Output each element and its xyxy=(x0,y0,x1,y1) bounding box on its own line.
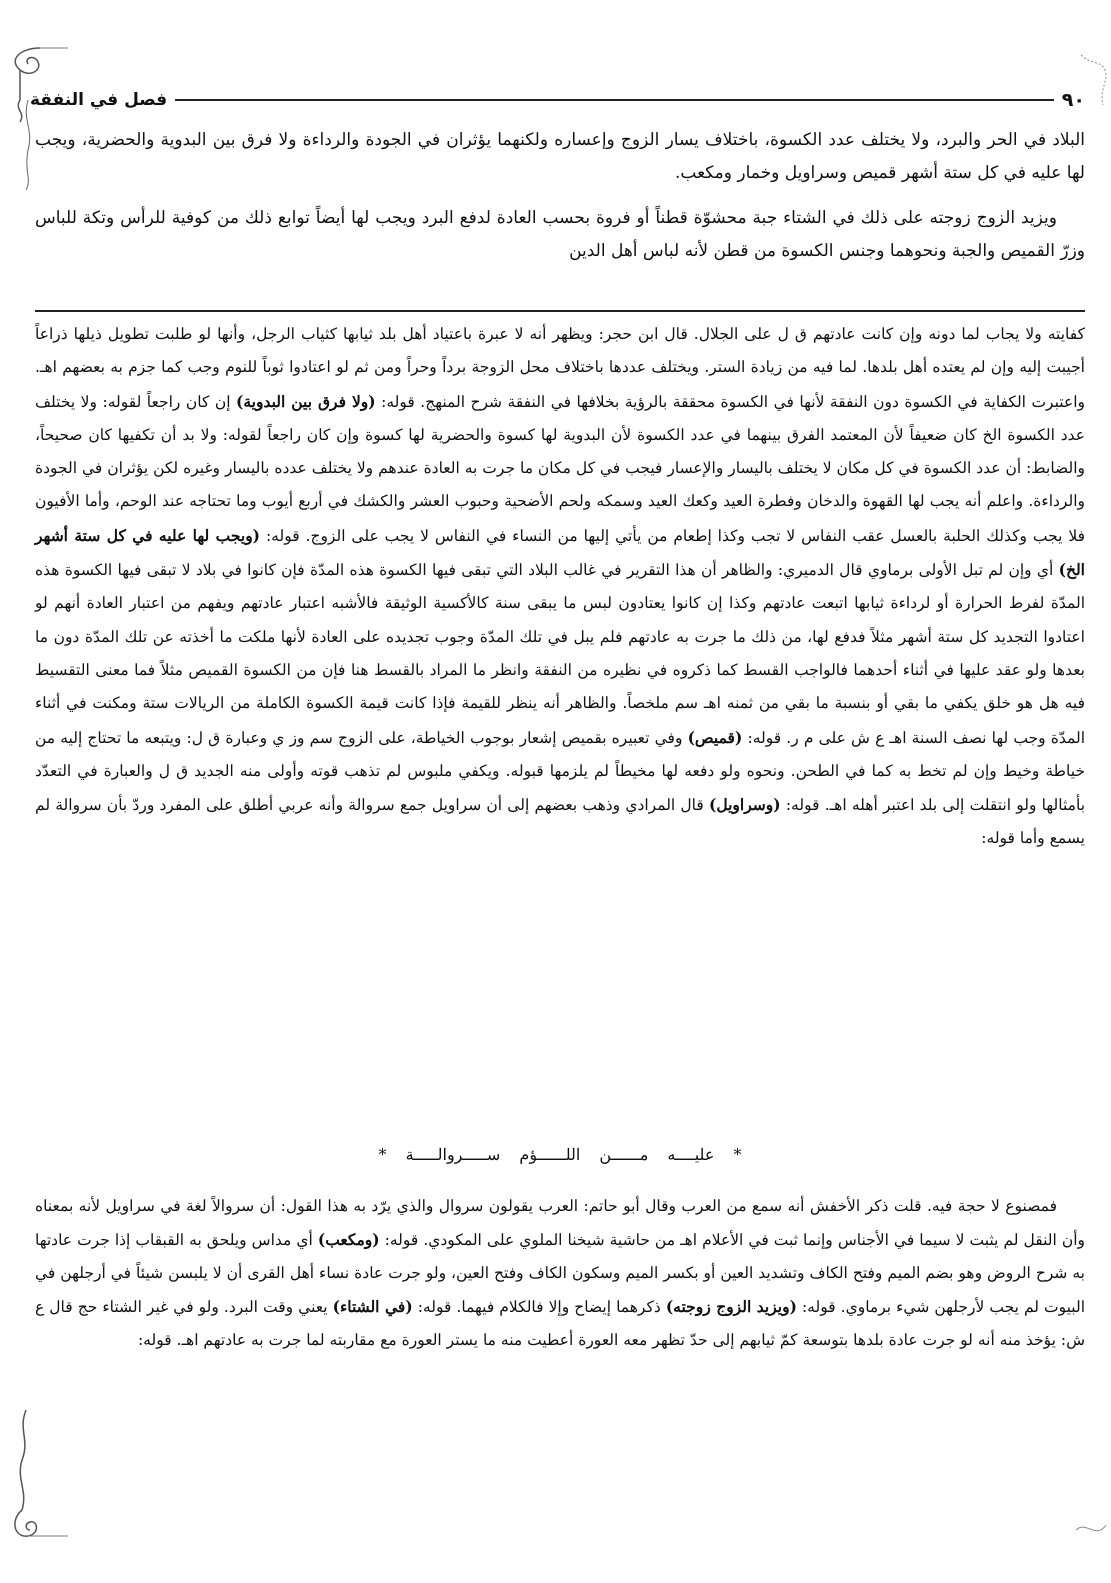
commentary-text: إن كان راجعاً لقوله: ولا يختلف عدد الكسوة الخ كان ضعيفاً لأن المعتمد الفرق بينهما في عدد الكسوة لأن البدوية لها كسوة والحضرية لها كسوة وإن كان راجعاً لقوله: ولا بد أن تكفيها كان صحيحاً، والضابط: أن عدد الكسوة في كل مكان لا يختلف باليسار والإعسار فيجب في كل مكان ما جرت به العادة عندهم ولا يختلف عدده باليسار وغيره لكن يؤثران في الجودة والرداءة. واعلم أنه يجب لها القهوة والدخان وفطرة العيد وكعك العيد وسمكه ولحم الأضحية وحبوب العشر والكشك في أربع أيوب وما تحتاجه عند الوحم، وأما الأفيون فلا يجب وكذلك الحلبة بالعسل عقب النفاس لا تجب وكذا إطعام من يأتي إليها من النساء في النفاس لا يجب على الزوج. قوله: xyxy=(35,392,1085,545)
commentary-paragraph xyxy=(35,1190,1085,1357)
decorative-border-bottom-left xyxy=(0,1400,70,1550)
commentary-text: كفايته ولا يجاب لما دونه وإن كانت عادتهم ق ل على الجلال. قال ابن حجر: ويظهر أنه لا عبرة باعتياد أهل بلد ثيابها كثياب الرجل، وأنها لو طلبت تطويل ذيلها ذراعاً أجيبت إليه وإن لم يعتده أهل بلدها. لما فيه من زيادة الستر. ويختلف عددها باختلاف محل الزوجة برداً وحراً ومن ثم لو اعتادوا ثوباً للنوم وجب كما جزم به بعضهم اهـ. واعتبرت الكفاية في الكسوة دون النفقة لأنها في الكسوة محققة بالرؤية بخلافها في النفقة شرح المنهج. قوله: xyxy=(35,325,1085,411)
commentary-text: ذكرهما إيضاح وإلا فالكلام فيهما. قوله: xyxy=(417,1298,661,1316)
quoted-phrase: (وسراويل) xyxy=(709,795,781,815)
quoted-phrase: (في الشتاء) xyxy=(332,1297,413,1316)
commentary-text: وفي تعبيره بقميص إشعار بوجوب الخياطة، على الزوج سم وز ي وعبارة ق ل: ويتبعه ما تحتاج إليه من خياطة وخيط وإن لم تخط به كما في الطحن. ونحوه ولو دفعه لها مخيطاً لم يلزمها قبوله. ويكفي ملبوس لم تذهب قوته وأولى منه الجديد ق ل والعبارة في التعدّد بأمثالها ولو انتقلت إلى بلد اعتبر أهله اهـ. قوله: xyxy=(35,728,1086,815)
quoted-phrase: (ولا فرق بين البدوية) xyxy=(236,391,376,411)
commentary-continuation xyxy=(35,1190,1085,1357)
decorative-border-bottom-right xyxy=(1071,1480,1111,1560)
main-paragraph-1: البلاد في الحر والبرد، ولا يختلف عدد الكسوة، باختلاف يسار الزوج وإعساره ولكنهما يؤثران في الجودة والرداءة ولا فرق بين البدوية والحضرية، ويجب لها عليه في كل ستة أشهر قميص وسراويل وخمار ومكعب. xyxy=(35,130,1085,183)
page-number: ٩٠ xyxy=(1061,89,1085,111)
commentary-text: أي وإن لم تبل الأولى برماوي قال الدميري: والظاهر أن هذا التقرير في غالب البلاد التي تبقى فيها الكسوة هذه المدّة فإن كانوا في بلاد لا تبقى فيها الكسوة هذه المدّة لفرط الحرارة أو لرداءة ثيابها اتبعت عادتهم وكذا إن كانوا يعتادون لبس ما يبقى سنة كالأكسية الوثيقة فالأشبه اعتبار عادتهم ويفهم من اعتبار العادة أنهم لو اعتادوا التجديد كل ستة أشهر مثلاً فدفع لها، من ذلك ما جرت به عادتهم فلم يبل في تلك المدّة وجوب تجديده على العادة لأنها ملكت ما أخذته عن تلك المدّة دون ما بعدها ولو عقد عليها في أثناء أحدهما فالواجب القسط كما ذكروه في نظيره من النفقة وانظر ما المراد بالقسط هنا فإن من الكسوة القميص مثلاً فما معنى التقسيط فيه هل هو خلق يكفي ما بقي أو بنسبة ما بقي من ثمنه اهـ سم ملخصاً. والظاهر أنه ينظر للقيمة فإذا كانت قيمة الكسوة الكاملة من الريالات ستة ومكنت في أثناء المدّة وجب لها نصف السنة اهـ ع ش على م ر. قوله: xyxy=(35,561,1086,747)
poetry-verse: * عليــــه مــــــن اللــــــؤم ســـــروالـــــة * xyxy=(378,1145,742,1164)
quoted-phrase: (ويجب لها عليه في كل ستة أشهر الخ) xyxy=(35,525,1085,580)
commentary-text: أي مداس ويلحق به القبقاب إذا جرت عادتها به شرح الروض وهو بضم الميم وفتح الكاف وتشديد العين أو بكسر الميم وسكون الكاف وفتح العين، ولو جرت عادة نساء أهل القرى أن لا يلبسن شيئاً في أرجلهن في البيوت لم يجب لأرجلهن شيء برماوي. قوله: xyxy=(35,1231,1086,1316)
quoted-phrase: (ومكعب) xyxy=(317,1230,380,1249)
commentary-text: قال المرادي وذهب بعضهم إلى أن سراويل جمع سروالة وأنه عربي أطلق على المفرد وردّ بأن سروالة لم يسمع وأما قوله: xyxy=(35,796,1085,848)
commentary-block xyxy=(35,318,1085,856)
header-rule xyxy=(175,99,1054,101)
main-paragraph-2: ويزيد الزوج زوجته على ذلك في الشتاء جبة محشوّة قطناً أو فروة بحسب العادة لدفع البرد ويجب لها أيضاً توابع ذلك من كوفية للرأس وتكة للباس وزرّ القميص والجبة ونحوهما وجنس الكسوة من قطن لأنه لباس أهل الدين xyxy=(35,208,1085,261)
main-text xyxy=(35,124,1085,280)
commentary-paragraph xyxy=(35,318,1085,856)
footnote-separator xyxy=(35,310,1085,312)
section-title: فصل في النفقة xyxy=(30,90,168,110)
quoted-phrase: (ويزيد الزوج زوجته) xyxy=(665,1297,797,1316)
running-header xyxy=(30,86,1085,114)
quoted-phrase: (قميص) xyxy=(687,727,743,747)
commentary-text: فمصنوع لا حجة فيه. قلت ذكر الأخفش أنه سمع من العرب وقال أبو حاتم: العرب يقولون سروال والذي يرّد به هذا القول: أن سروالاً لغة في سراويل لأنه بمعناه وأن النقل لم يثبت لا سيما في الأجناس وإنما ثبت في الأعلام اهـ من حاشية شيخنا الملوي على المكودي. قوله: xyxy=(35,1197,1086,1249)
commentary-text: يعني وقت البرد. ولو في غير الشتاء حج قال ع ش: يؤخذ منه أنه لو جرت عادة بلدها بتوسعة كمّ ثيابهم إلى حدّ تظهر معه العورة أعطيت منه ما يستر العورة مع مقاربته لما جرت به عادتهم اهـ. قوله: xyxy=(35,1298,1085,1349)
